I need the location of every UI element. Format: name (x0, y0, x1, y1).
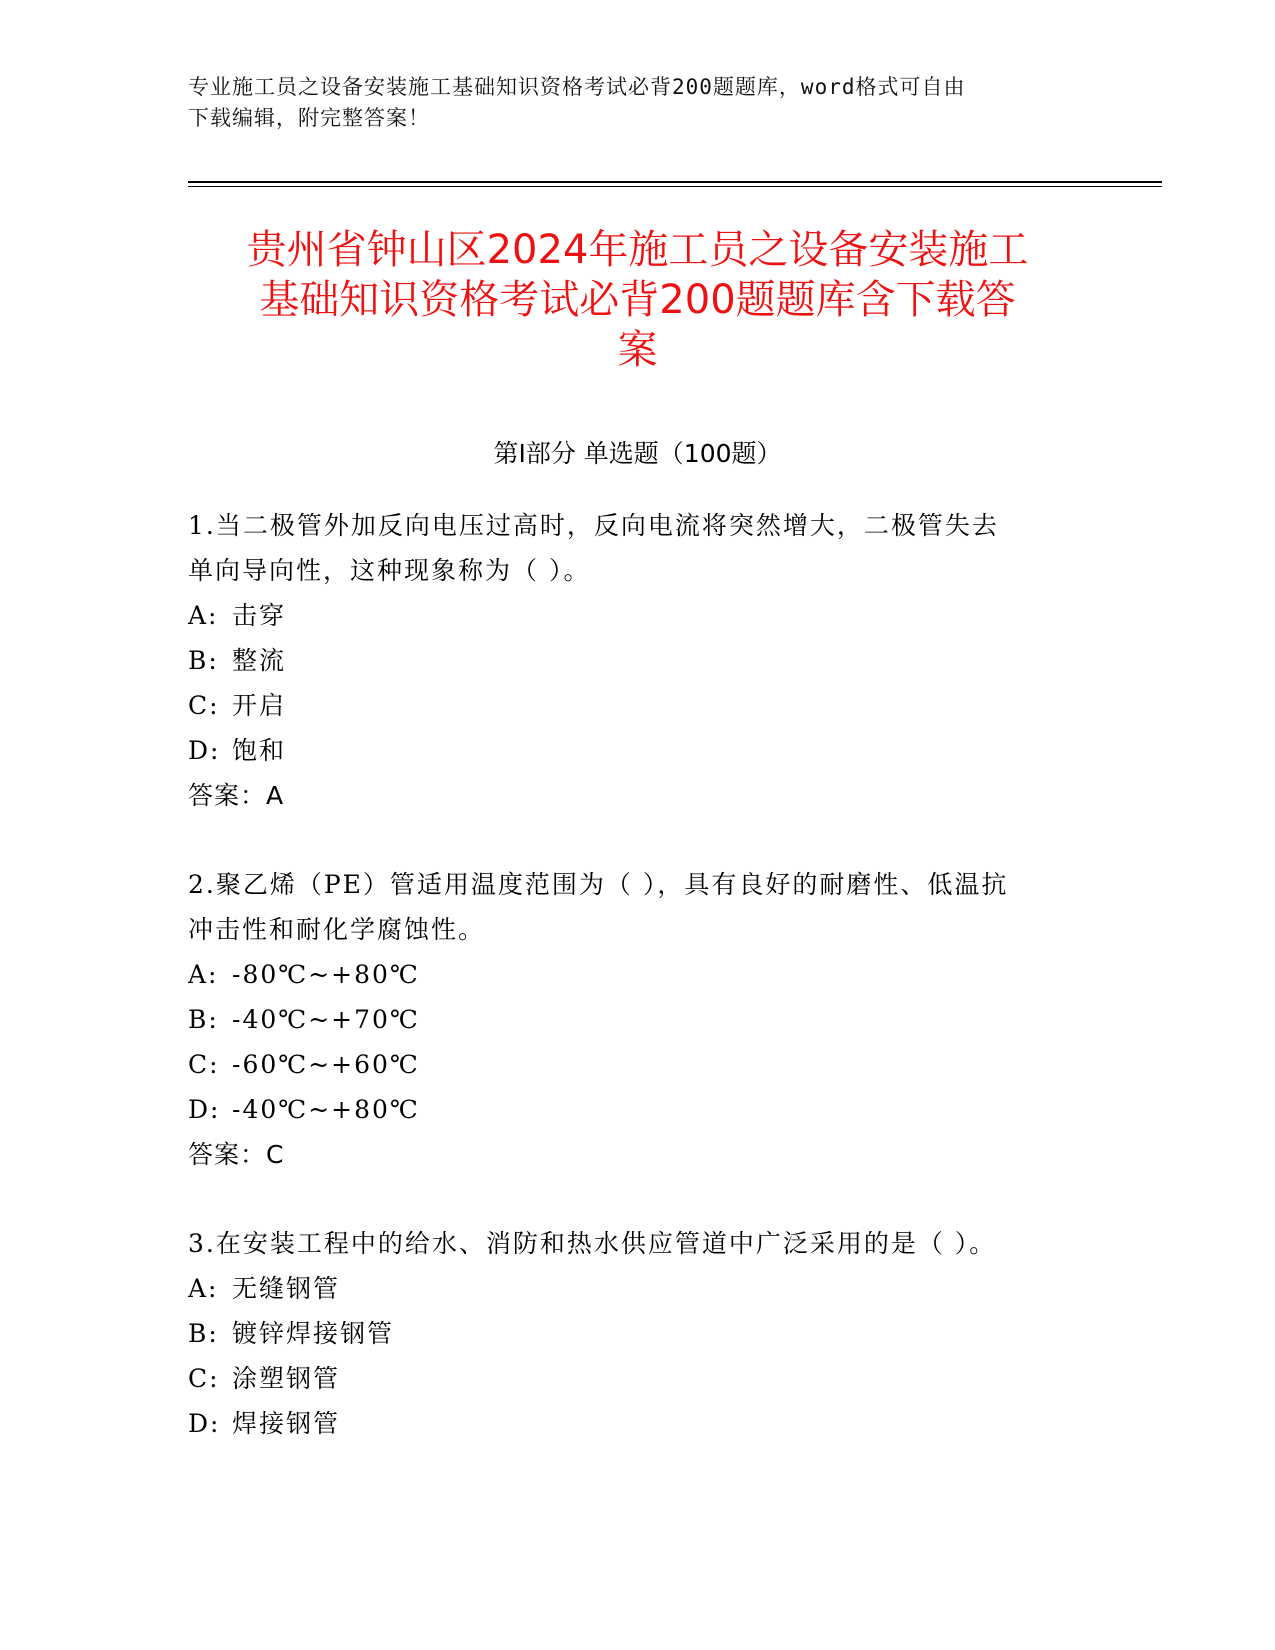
question-stem-line: 1.当二极管外加反向电压过高时，反向电流将突然增大，二极管失去 (188, 511, 999, 540)
option-key: C: (188, 691, 220, 720)
option-b (188, 997, 1088, 1042)
option-text: 焊接钢管 (232, 1409, 341, 1438)
section-heading: 第Ⅰ部分 单选题（100题） (493, 439, 782, 468)
header-divider-thin (188, 186, 1162, 187)
option-key: A: (188, 960, 219, 989)
option-d (188, 728, 1088, 773)
option-a (188, 952, 1088, 997)
option-key: D: (188, 1409, 221, 1438)
option-text: 镀锌焊接钢管 (232, 1319, 395, 1348)
question-stem (188, 862, 1088, 952)
question-stem-line: 2.聚乙烯（PE）管适用温度范围为（ ），具有良好的耐磨性、低温抗 (188, 870, 1009, 899)
header-note-line: 下载编辑，附完整答案！ (188, 106, 430, 130)
option-text: 开启 (232, 691, 287, 720)
question-stem (188, 1221, 1088, 1266)
option-b (188, 1311, 1088, 1356)
question-stem (188, 503, 1088, 593)
title-line: 基础知识资格考试必背200题题库含下载答 (259, 277, 1016, 323)
option-b (188, 638, 1088, 683)
header-divider-thick (188, 181, 1162, 183)
question-1 (188, 503, 1088, 818)
option-key: A: (188, 1274, 219, 1303)
title-line: 案 (617, 327, 658, 373)
option-key: C: (188, 1050, 220, 1079)
option-a (188, 593, 1088, 638)
option-key: D: (188, 736, 221, 765)
option-text: 饱和 (232, 736, 287, 765)
option-text: 击穿 (232, 601, 287, 630)
option-key: B: (188, 1005, 219, 1034)
header-note (188, 72, 1088, 134)
question-3 (188, 1221, 1088, 1446)
question-2 (188, 862, 1088, 1177)
option-c (188, 683, 1088, 728)
question-stem-line: 单向导向性，这种现象称为（ ）。 (188, 556, 591, 585)
option-c (188, 1356, 1088, 1401)
option-text: 整流 (232, 646, 287, 675)
option-text: -80℃~+80℃ (232, 960, 420, 989)
question-stem-line: 3.在安装工程中的给水、消防和热水供应管道中广泛采用的是（ ）。 (188, 1229, 997, 1258)
option-text: -40℃~+80℃ (232, 1095, 420, 1124)
header-note-line: 专业施工员之设备安装施工基础知识资格考试必背200题题库，word格式可自由 (188, 75, 966, 99)
option-d (188, 1401, 1088, 1446)
option-key: C: (188, 1364, 220, 1393)
option-text: 涂塑钢管 (232, 1364, 341, 1393)
option-c (188, 1042, 1088, 1087)
question-stem-line: 冲击性和耐化学腐蚀性。 (188, 915, 486, 944)
option-key: B: (188, 646, 219, 675)
option-key: A: (188, 601, 219, 630)
title-line: 贵州省钟山区2024年施工员之设备安装施工 (246, 227, 1029, 273)
option-text: 无缝钢管 (232, 1274, 341, 1303)
option-key: B: (188, 1319, 219, 1348)
document-title (160, 225, 1115, 375)
answer-line: 答案：A (188, 781, 285, 810)
answer-line: 答案：C (188, 1140, 285, 1169)
option-key: D: (188, 1095, 221, 1124)
option-text: -40℃~+70℃ (232, 1005, 420, 1034)
option-a (188, 1266, 1088, 1311)
option-text: -60℃~+60℃ (232, 1050, 420, 1079)
option-d (188, 1087, 1088, 1132)
